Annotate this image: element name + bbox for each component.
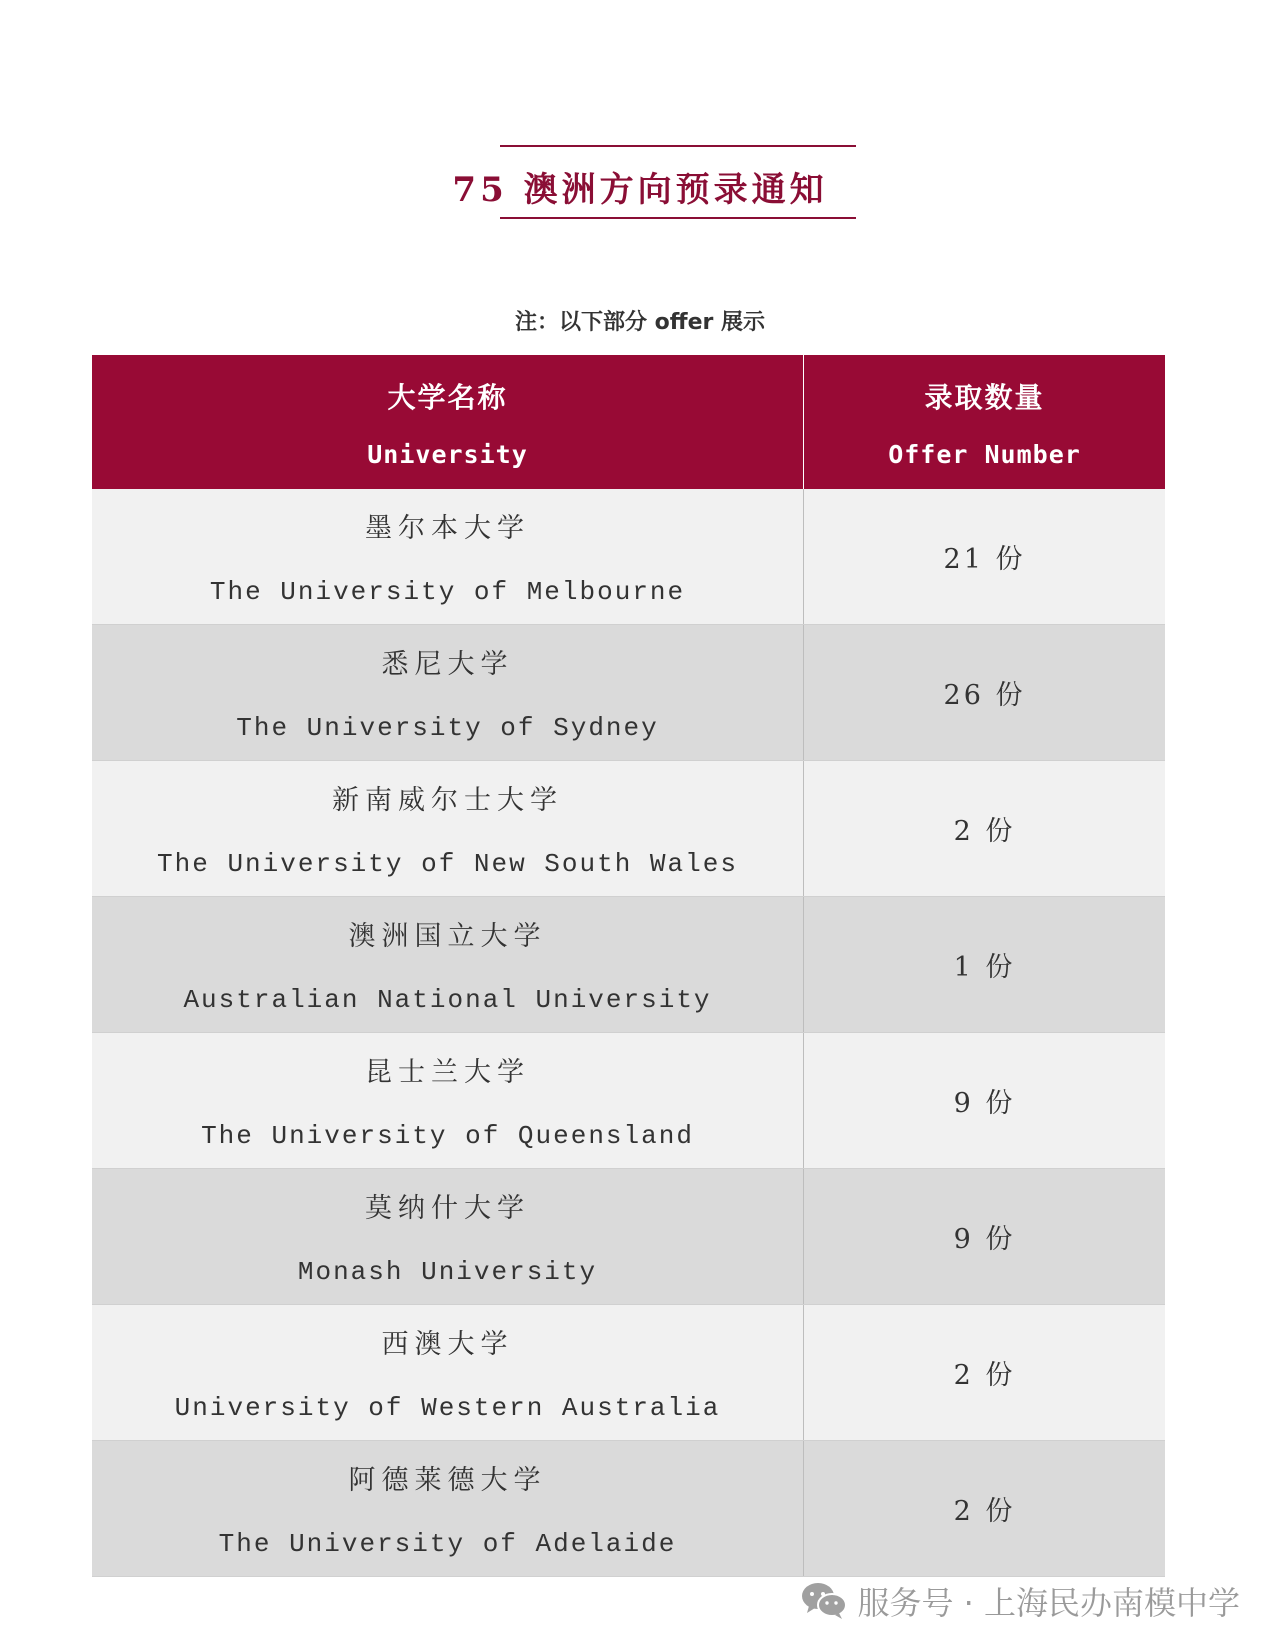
watermark [801, 1578, 1240, 1624]
table-row [92, 1441, 1165, 1577]
title-bottom-rule [500, 217, 856, 219]
offer-cell [804, 1305, 1165, 1440]
offer-cell [804, 761, 1165, 896]
table-row [92, 897, 1165, 1033]
header-offer-en: Offer Number [888, 439, 1081, 469]
offer-count: 9 份 [953, 1088, 1016, 1119]
university-name-en: The University of Melbourne [209, 577, 686, 607]
university-name-cn: 墨尔本大学 [365, 513, 530, 544]
table-row [92, 761, 1165, 897]
header-university [92, 355, 804, 489]
offer-count: 2 份 [953, 816, 1016, 847]
header-offer [804, 355, 1165, 489]
header-university-en: University [367, 439, 528, 469]
university-name-en: The University of Adelaide [218, 1529, 677, 1559]
university-name-en: The University of Queensland [201, 1121, 694, 1151]
university-name-en: University of Western Australia [174, 1393, 721, 1423]
offer-cell [804, 1033, 1165, 1168]
university-name-en: The University of Sydney [236, 713, 659, 743]
offer-cell [804, 489, 1165, 624]
university-name-cn: 悉尼大学 [381, 649, 514, 680]
table-row [92, 625, 1165, 761]
note-text: 注：以下部分 offer 展示 [514, 310, 766, 335]
university-name-cn: 澳洲国立大学 [348, 921, 547, 952]
offer-count: 1 份 [953, 952, 1016, 983]
offer-count: 2 份 [953, 1360, 1016, 1391]
university-cell [92, 897, 804, 1032]
page-title: 75 澳洲方向预录通知 [452, 170, 828, 210]
university-name-cn: 阿德莱德大学 [348, 1465, 547, 1496]
offer-count: 9 份 [953, 1224, 1016, 1255]
table-row [92, 1033, 1165, 1169]
university-cell [92, 1169, 804, 1304]
university-cell [92, 1305, 804, 1440]
header-university-cn: 大学名称 [387, 380, 508, 414]
offer-cell [804, 897, 1165, 1032]
offer-count: 26 份 [943, 680, 1026, 711]
offer-count: 2 份 [953, 1496, 1016, 1527]
university-name-en: Australian National University [183, 985, 712, 1015]
university-cell [92, 1033, 804, 1168]
offer-cell [804, 1441, 1165, 1576]
university-name-en: Monash University [297, 1257, 598, 1287]
offer-cell [804, 625, 1165, 760]
offers-table [92, 355, 1165, 1577]
table-row [92, 1305, 1165, 1441]
university-cell [92, 761, 804, 896]
university-name-cn: 昆士兰大学 [365, 1057, 530, 1088]
university-name-en: The University of New South Wales [157, 849, 738, 879]
university-name-cn: 莫纳什大学 [365, 1193, 530, 1224]
title-top-rule [500, 145, 856, 147]
table-row [92, 489, 1165, 625]
university-cell [92, 489, 804, 624]
offer-count: 21 份 [943, 544, 1026, 575]
university-name-cn: 新南威尔士大学 [332, 785, 563, 816]
watermark-text: 服务号 · 上海民办南模中学 [857, 1584, 1240, 1622]
university-name-cn: 西澳大学 [381, 1329, 514, 1360]
table-row [92, 1169, 1165, 1305]
table-header [92, 355, 1165, 489]
university-cell [92, 625, 804, 760]
header-offer-cn: 录取数量 [924, 380, 1045, 414]
university-cell [92, 1441, 804, 1576]
offer-cell [804, 1169, 1165, 1304]
wechat-icon [801, 1581, 847, 1621]
